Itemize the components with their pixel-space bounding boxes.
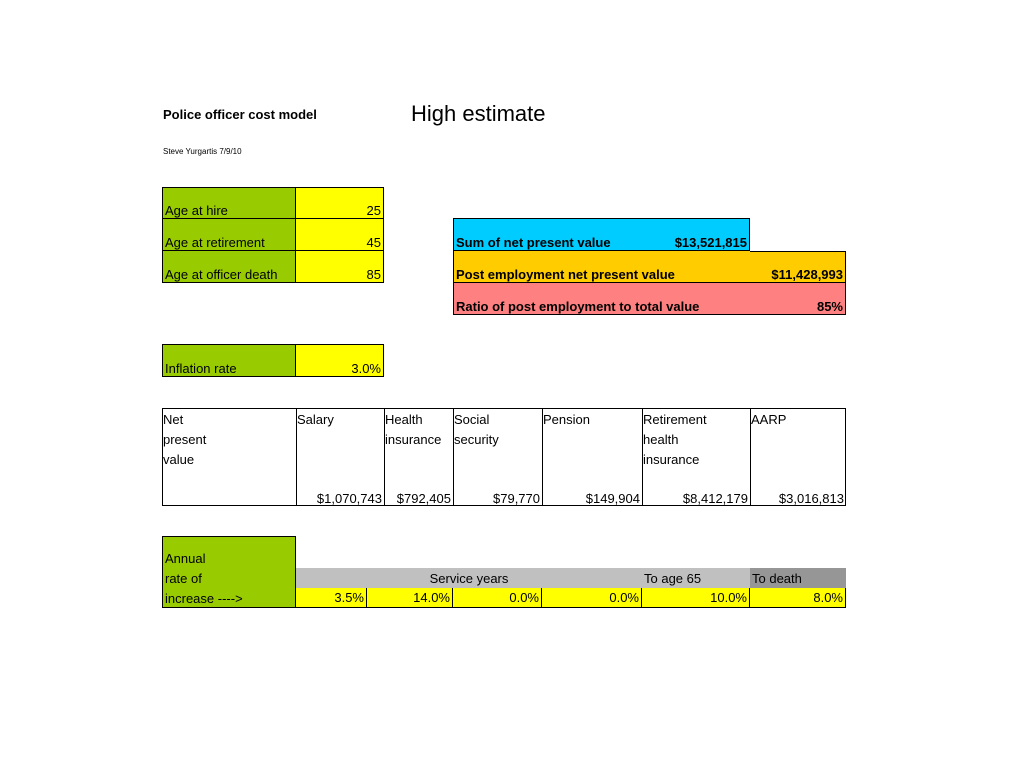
npv-header-salary: Salary — [297, 412, 334, 427]
rates-label[interactable]: Annual rate of increase ----> — [162, 536, 296, 608]
author-note: Steve Yurgartis 7/9/10 — [163, 147, 242, 156]
to-death-header: To death — [750, 568, 846, 588]
rate-social[interactable]: 0.0% — [453, 588, 542, 608]
npv-row-label: Net present value — [163, 412, 207, 467]
npv-value-health[interactable]: $792,405 — [396, 491, 451, 506]
inflation-label[interactable]: Inflation rate — [162, 344, 296, 377]
age-hire-value[interactable]: 25 — [296, 187, 384, 219]
npv-value-social[interactable]: $79,770 — [493, 491, 540, 506]
rate-health[interactable]: 14.0% — [367, 588, 453, 608]
to-age-65-header: To age 65 — [642, 568, 750, 588]
age-retirement-value[interactable]: 45 — [296, 219, 384, 251]
inflation-value[interactable]: 3.0% — [296, 344, 384, 377]
npv-value-retirement-health[interactable]: $8,412,179 — [682, 491, 748, 506]
age-death-value[interactable]: 85 — [296, 251, 384, 283]
rate-retirement-health[interactable]: 10.0% — [642, 588, 750, 608]
npv-header-social: Social security — [454, 412, 499, 447]
age-hire-label[interactable]: Age at hire — [162, 187, 296, 219]
service-years-header: Service years — [296, 568, 642, 588]
npv-value-aarp[interactable]: $3,016,813 — [778, 491, 844, 506]
npv-header-health: Health insurance — [385, 412, 442, 447]
npv-header-pension: Pension — [543, 412, 590, 427]
npv-value-salary[interactable]: $1,070,743 — [316, 491, 382, 506]
sum-npv-label[interactable]: Sum of net present value — [453, 218, 642, 251]
sum-npv-value[interactable]: $13,521,815 — [642, 218, 750, 251]
npv-header-retirement-health: Retirement health insurance — [643, 412, 707, 467]
post-employment-label[interactable]: Post employment net present value — [453, 251, 750, 283]
estimate-heading: High estimate — [411, 101, 546, 126]
npv-header-aarp: AARP — [751, 412, 787, 427]
ratio-value[interactable]: 85% — [750, 283, 846, 315]
age-death-label[interactable]: Age at officer death — [162, 251, 296, 283]
rate-salary[interactable]: 3.5% — [296, 588, 367, 608]
model-title: Police officer cost model — [163, 107, 317, 122]
age-retirement-label[interactable]: Age at retirement — [162, 219, 296, 251]
rate-pension[interactable]: 0.0% — [542, 588, 642, 608]
ratio-label[interactable]: Ratio of post employment to total value — [453, 283, 750, 315]
rate-aarp[interactable]: 8.0% — [750, 588, 846, 608]
npv-value-pension[interactable]: $149,904 — [585, 491, 640, 506]
post-employment-value[interactable]: $11,428,993 — [750, 251, 846, 283]
